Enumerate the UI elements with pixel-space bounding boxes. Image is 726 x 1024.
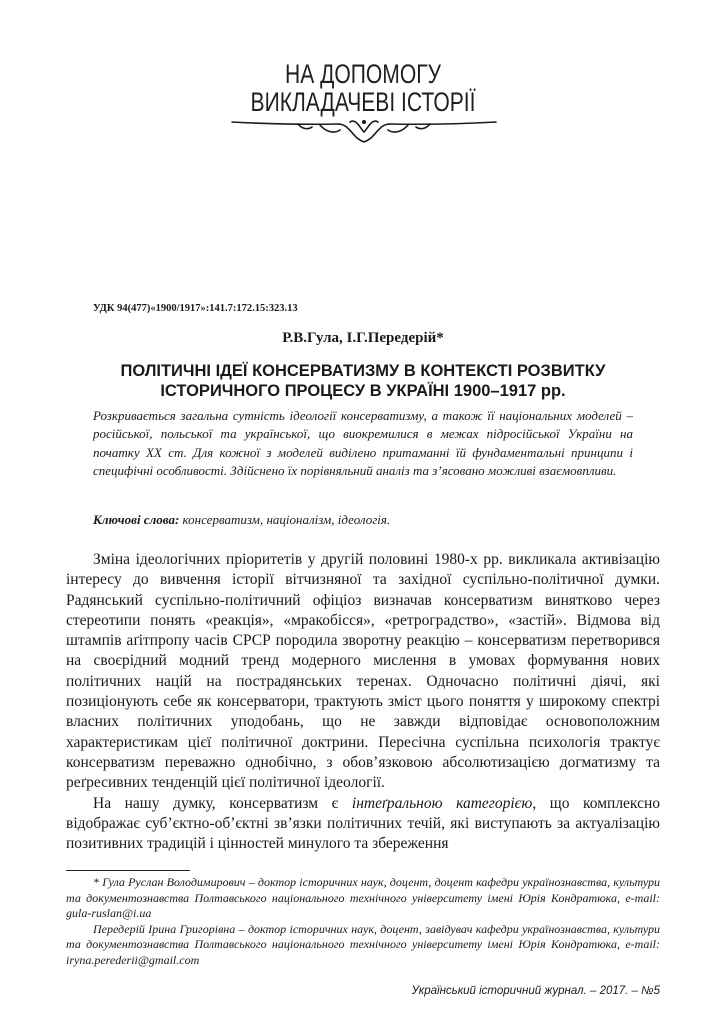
- keywords-text: консерватизм, націоналізм, ідеологія.: [179, 512, 391, 527]
- journal-running-footer: Український історичний журнал. – 2017. – №5: [411, 985, 660, 997]
- footnote-2: Передерій Ірина Григорівна – доктор історичних наук, доцент, завідувач кафедри українознавства, культури та документознавства Полтавського національного технічного університету імені Юрія Кондратюка, e-mail: iryna.perederii@gmail.com: [66, 921, 660, 967]
- body-paragraph-2-emphasis: інтеґральною категорією: [351, 794, 533, 812]
- udk-code: УДК 94(477)«1900/1917»:141.7:172.15:323.13: [93, 303, 298, 314]
- keywords-label: Ключові слова:: [93, 512, 180, 527]
- body-paragraph-1: Зміна ідеологічних пріоритетів у другій половині 1980-х рр. викликала активізацію інтересу до вивчення історії вітчизняної та західної суспільно-політичної думки. Радянський суспільно-політичний офіціоз визначав консерватизм винятково через стереотипи понять «реакція», «мракобісся», «ретроградство», «застій». Відмова від штампів аґітпропу часів СРСР породила зворотну реакцію – консерватизм перетворився на своєрідний модний тренд модерного мислення в умовах формування нових політичних націй на пострадянських теренах. Одночасно політичні діячі, які позиціонують себе як консерватори, трактують зміст цього поняття у широкому спектрі власних політичних уподобань, що не завжди відповідає основоположним характеристикам цієї політичної доктрини. Пересічна суспільна психологія трактує консерватизм переважно однобічно, з обов’язковою абсолютизацією догматизму та реґресивних тенденцій цієї політичної ідеології.: [66, 551, 660, 792]
- ornament-divider-icon: [228, 116, 500, 146]
- article-title: ПОЛІТИЧНІ ІДЕЇ КОНСЕРВАТИЗМУ В КОНТЕКСТІ РОЗВИТКУ ІСТОРИЧНОГО ПРОЦЕСУ В УКРАЇНІ 1900–1917 рр.: [120, 362, 606, 400]
- article-abstract: Розкривається загальна сутність ідеології консерватизму, а також її національних моделей – російської, польської та української, що виокремилися в межах підросійської України на початку ХХ ст. Для кожної з моделей виділено притаманні їй фундаментальні принципи і специфічні особливості. Здійснено їх порівняльний аналіз та з’ясовано можливі взаємовпливи.: [93, 408, 633, 479]
- article-body: [66, 550, 660, 854]
- article-authors: Р.В.Гула, І.Г.Передерій*: [282, 330, 444, 346]
- footnotes: [66, 875, 660, 969]
- body-paragraph-2-start: На нашу думку, консерватизм є: [93, 794, 352, 812]
- rubric-line-2: ВИКЛАДАЧЕВІ ІСТОРІЇ: [250, 87, 476, 117]
- body-paragraph-2-end: , що комплексно відображає суб’єктно-об’єктні зв’язки політичних течій, які виступають за актуалізацію позитивних традицій і цінностей минулого та збереження: [66, 794, 660, 853]
- keywords: [93, 512, 633, 528]
- footnote-rule: [66, 870, 190, 871]
- body-paragraph-2: [66, 794, 660, 855]
- rubric-line-1: НА ДОПОМОГУ: [285, 59, 441, 89]
- footnote-1: * Гула Руслан Володимирович – доктор історичних наук, доцент, доцент кафедри українознавства, культури та документознавства Полтавського національного технічного університету імені Юрія Кондратюка, e-mail: gula-ruslan@i.ua: [66, 875, 660, 921]
